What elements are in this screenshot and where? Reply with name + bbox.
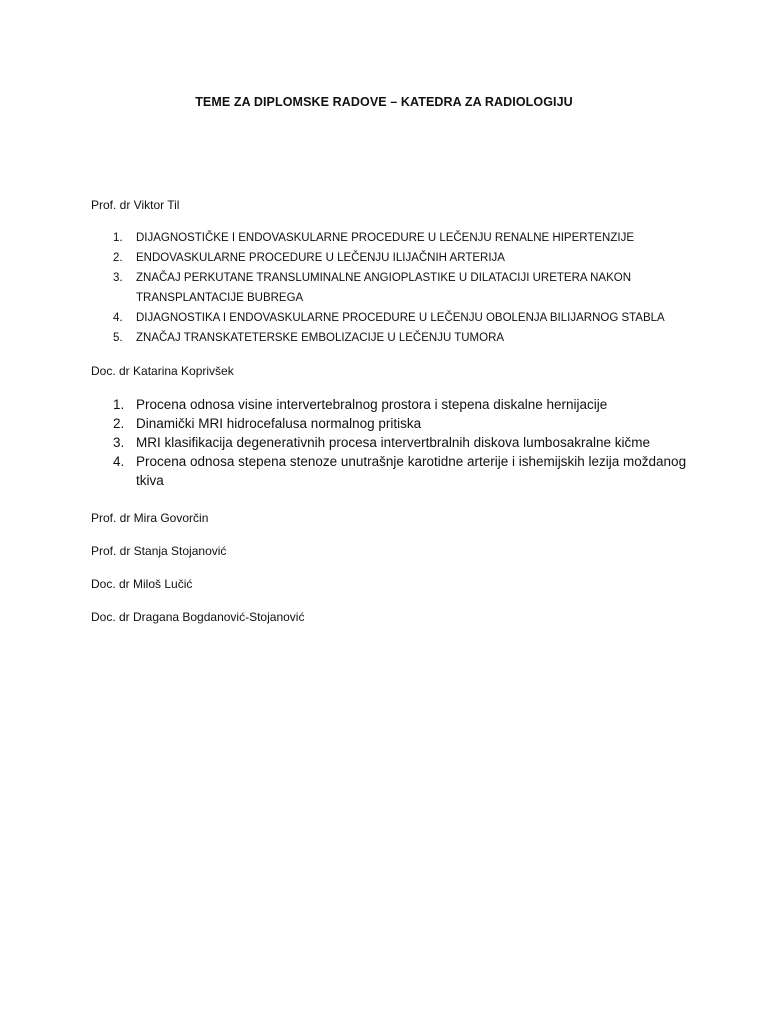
mentor-name bbox=[91, 576, 691, 592]
mentor-name-text: Prof. dr Stanja Stojanović bbox=[91, 544, 227, 558]
list-item-number: 2. bbox=[113, 416, 125, 431]
list-item-number: 3. bbox=[113, 272, 123, 284]
list-item bbox=[91, 395, 691, 414]
mentor-name-text: Doc. dr Dragana Bogdanović-Stojanović bbox=[91, 610, 305, 624]
topic-list-normal bbox=[91, 395, 691, 490]
list-item-number: 2. bbox=[113, 252, 123, 264]
list-item-number: 1. bbox=[113, 232, 123, 244]
list-item-number: 1. bbox=[113, 397, 125, 412]
mentor-name bbox=[91, 197, 691, 213]
topic-list-caps bbox=[91, 228, 691, 348]
mentor-name bbox=[91, 363, 691, 379]
list-item bbox=[91, 248, 691, 268]
mentor-name-text: Prof. dr Viktor Til bbox=[91, 198, 180, 212]
list-item-text: ENDOVASKULARNE PROCEDURE U LEČENJU ILIJAČNIH ARTERIJA bbox=[136, 252, 505, 264]
list-item-text: ZNAČAJ PERKUTANE TRANSLUMINALNE ANGIOPLASTIKE U DILATACIJI URETERA NAKON TRANSPLANTACIJE BUBREGA bbox=[136, 272, 632, 304]
list-item bbox=[91, 228, 691, 248]
mentor-name bbox=[91, 543, 691, 559]
list-item-text: Procena odnosa visine intervertebralnog prostora i stepena diskalne hernijacije bbox=[136, 397, 608, 412]
mentor-name bbox=[91, 510, 691, 526]
list-item bbox=[91, 452, 691, 490]
list-item-number: 4. bbox=[113, 312, 123, 324]
mentor-name-text: Doc. dr Miloš Lučić bbox=[91, 577, 193, 591]
mentor-name-text: Doc. dr Katarina Koprivšek bbox=[91, 364, 234, 378]
list-item-text: DIJAGNOSTIČKE I ENDOVASKULARNE PROCEDURE U LEČENJU RENALNE HIPERTENZIJE bbox=[136, 232, 635, 244]
list-item-number: 3. bbox=[113, 435, 125, 450]
document-title: TEME ZA DIPLOMSKE RADOVE – KATEDRA ZA RADIOLOGIJU bbox=[195, 95, 573, 109]
list-item bbox=[91, 308, 691, 328]
list-item-text: Procena odnosa stepena stenoze unutrašnje karotidne arterije i ishemijskih lezija moždanog tkiva bbox=[136, 454, 687, 488]
list-item bbox=[91, 414, 691, 433]
mentor-name bbox=[91, 609, 691, 625]
list-item-text: DIJAGNOSTIKA I ENDOVASKULARNE PROCEDURE U LEČENJU OBOLENJA BILIJARNOG STABLA bbox=[136, 312, 665, 324]
list-item-text: Dinamički MRI hidrocefalusa normalnog pritiska bbox=[136, 416, 422, 431]
list-item bbox=[91, 268, 691, 308]
list-item-text: ZNAČAJ TRANSKATETERSKE EMBOLIZACIJE U LEČENJU TUMORA bbox=[136, 332, 505, 344]
list-item bbox=[91, 328, 691, 348]
list-item-number: 5. bbox=[113, 332, 123, 344]
mentor-name-text: Prof. dr Mira Govorčin bbox=[91, 511, 209, 525]
list-item-text: MRI klasifikacija degenerativnih procesa intervertbralnih diskova lumbosakralne kičme bbox=[136, 435, 650, 450]
list-item bbox=[91, 433, 691, 452]
list-item-number: 4. bbox=[113, 454, 125, 469]
